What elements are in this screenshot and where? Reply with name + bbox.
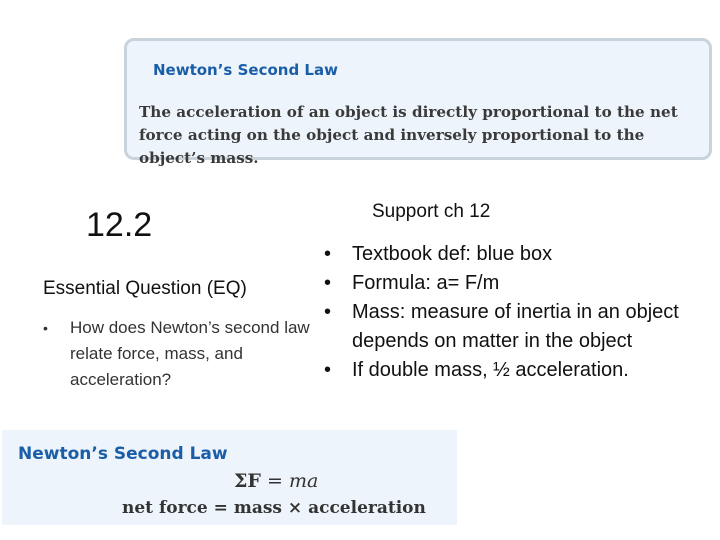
list-item bbox=[324, 240, 714, 269]
formula-equation bbox=[234, 470, 318, 492]
equation-equals: = bbox=[260, 470, 289, 492]
equation-mass: m bbox=[288, 470, 307, 492]
essential-question-list bbox=[43, 315, 330, 393]
formula-box bbox=[2, 430, 457, 525]
list-item bbox=[43, 315, 330, 393]
formula-title: Newton’s Second Law bbox=[18, 444, 228, 464]
words-mass: mass bbox=[233, 498, 282, 518]
definition-title: Newton’s Second Law bbox=[153, 61, 338, 79]
bullet-icon: • bbox=[324, 359, 332, 381]
essential-question-heading: Essential Question (EQ) bbox=[43, 278, 247, 299]
list-item-text: Mass: measure of inertia in an object depends on matter in the object bbox=[352, 301, 679, 352]
list-item-text: How does Newton’s second law relate force, mass, and acceleration? bbox=[70, 318, 310, 389]
bullet-icon: • bbox=[324, 243, 332, 265]
support-list bbox=[324, 240, 714, 385]
list-item-text: If double mass, ½ acceleration. bbox=[352, 359, 629, 381]
list-item-text: Formula: a= F/m bbox=[352, 272, 500, 294]
bullet-icon: • bbox=[324, 301, 332, 323]
equation-sum: ΣF bbox=[234, 470, 261, 492]
definition-box bbox=[124, 38, 712, 167]
support-heading: Support ch 12 bbox=[372, 201, 491, 222]
words-acceleration: acceleration bbox=[308, 498, 426, 518]
bullet-icon: • bbox=[43, 320, 48, 336]
formula-words bbox=[122, 498, 426, 518]
equation-acceleration: a bbox=[306, 470, 319, 492]
words-equals: = bbox=[207, 498, 234, 518]
bullet-icon: • bbox=[324, 272, 332, 294]
list-item-text: Textbook def: blue box bbox=[352, 243, 553, 265]
words-times: × bbox=[281, 498, 309, 518]
list-item bbox=[324, 298, 714, 356]
words-net-force: net force bbox=[122, 498, 208, 518]
section-number: 12.2 bbox=[86, 206, 153, 244]
definition-text: The acceleration of an object is directly proportional to the net force acting on the object and inversely proportional to the object’s mass. bbox=[139, 103, 678, 167]
list-item bbox=[324, 356, 714, 385]
list-item bbox=[324, 269, 714, 298]
